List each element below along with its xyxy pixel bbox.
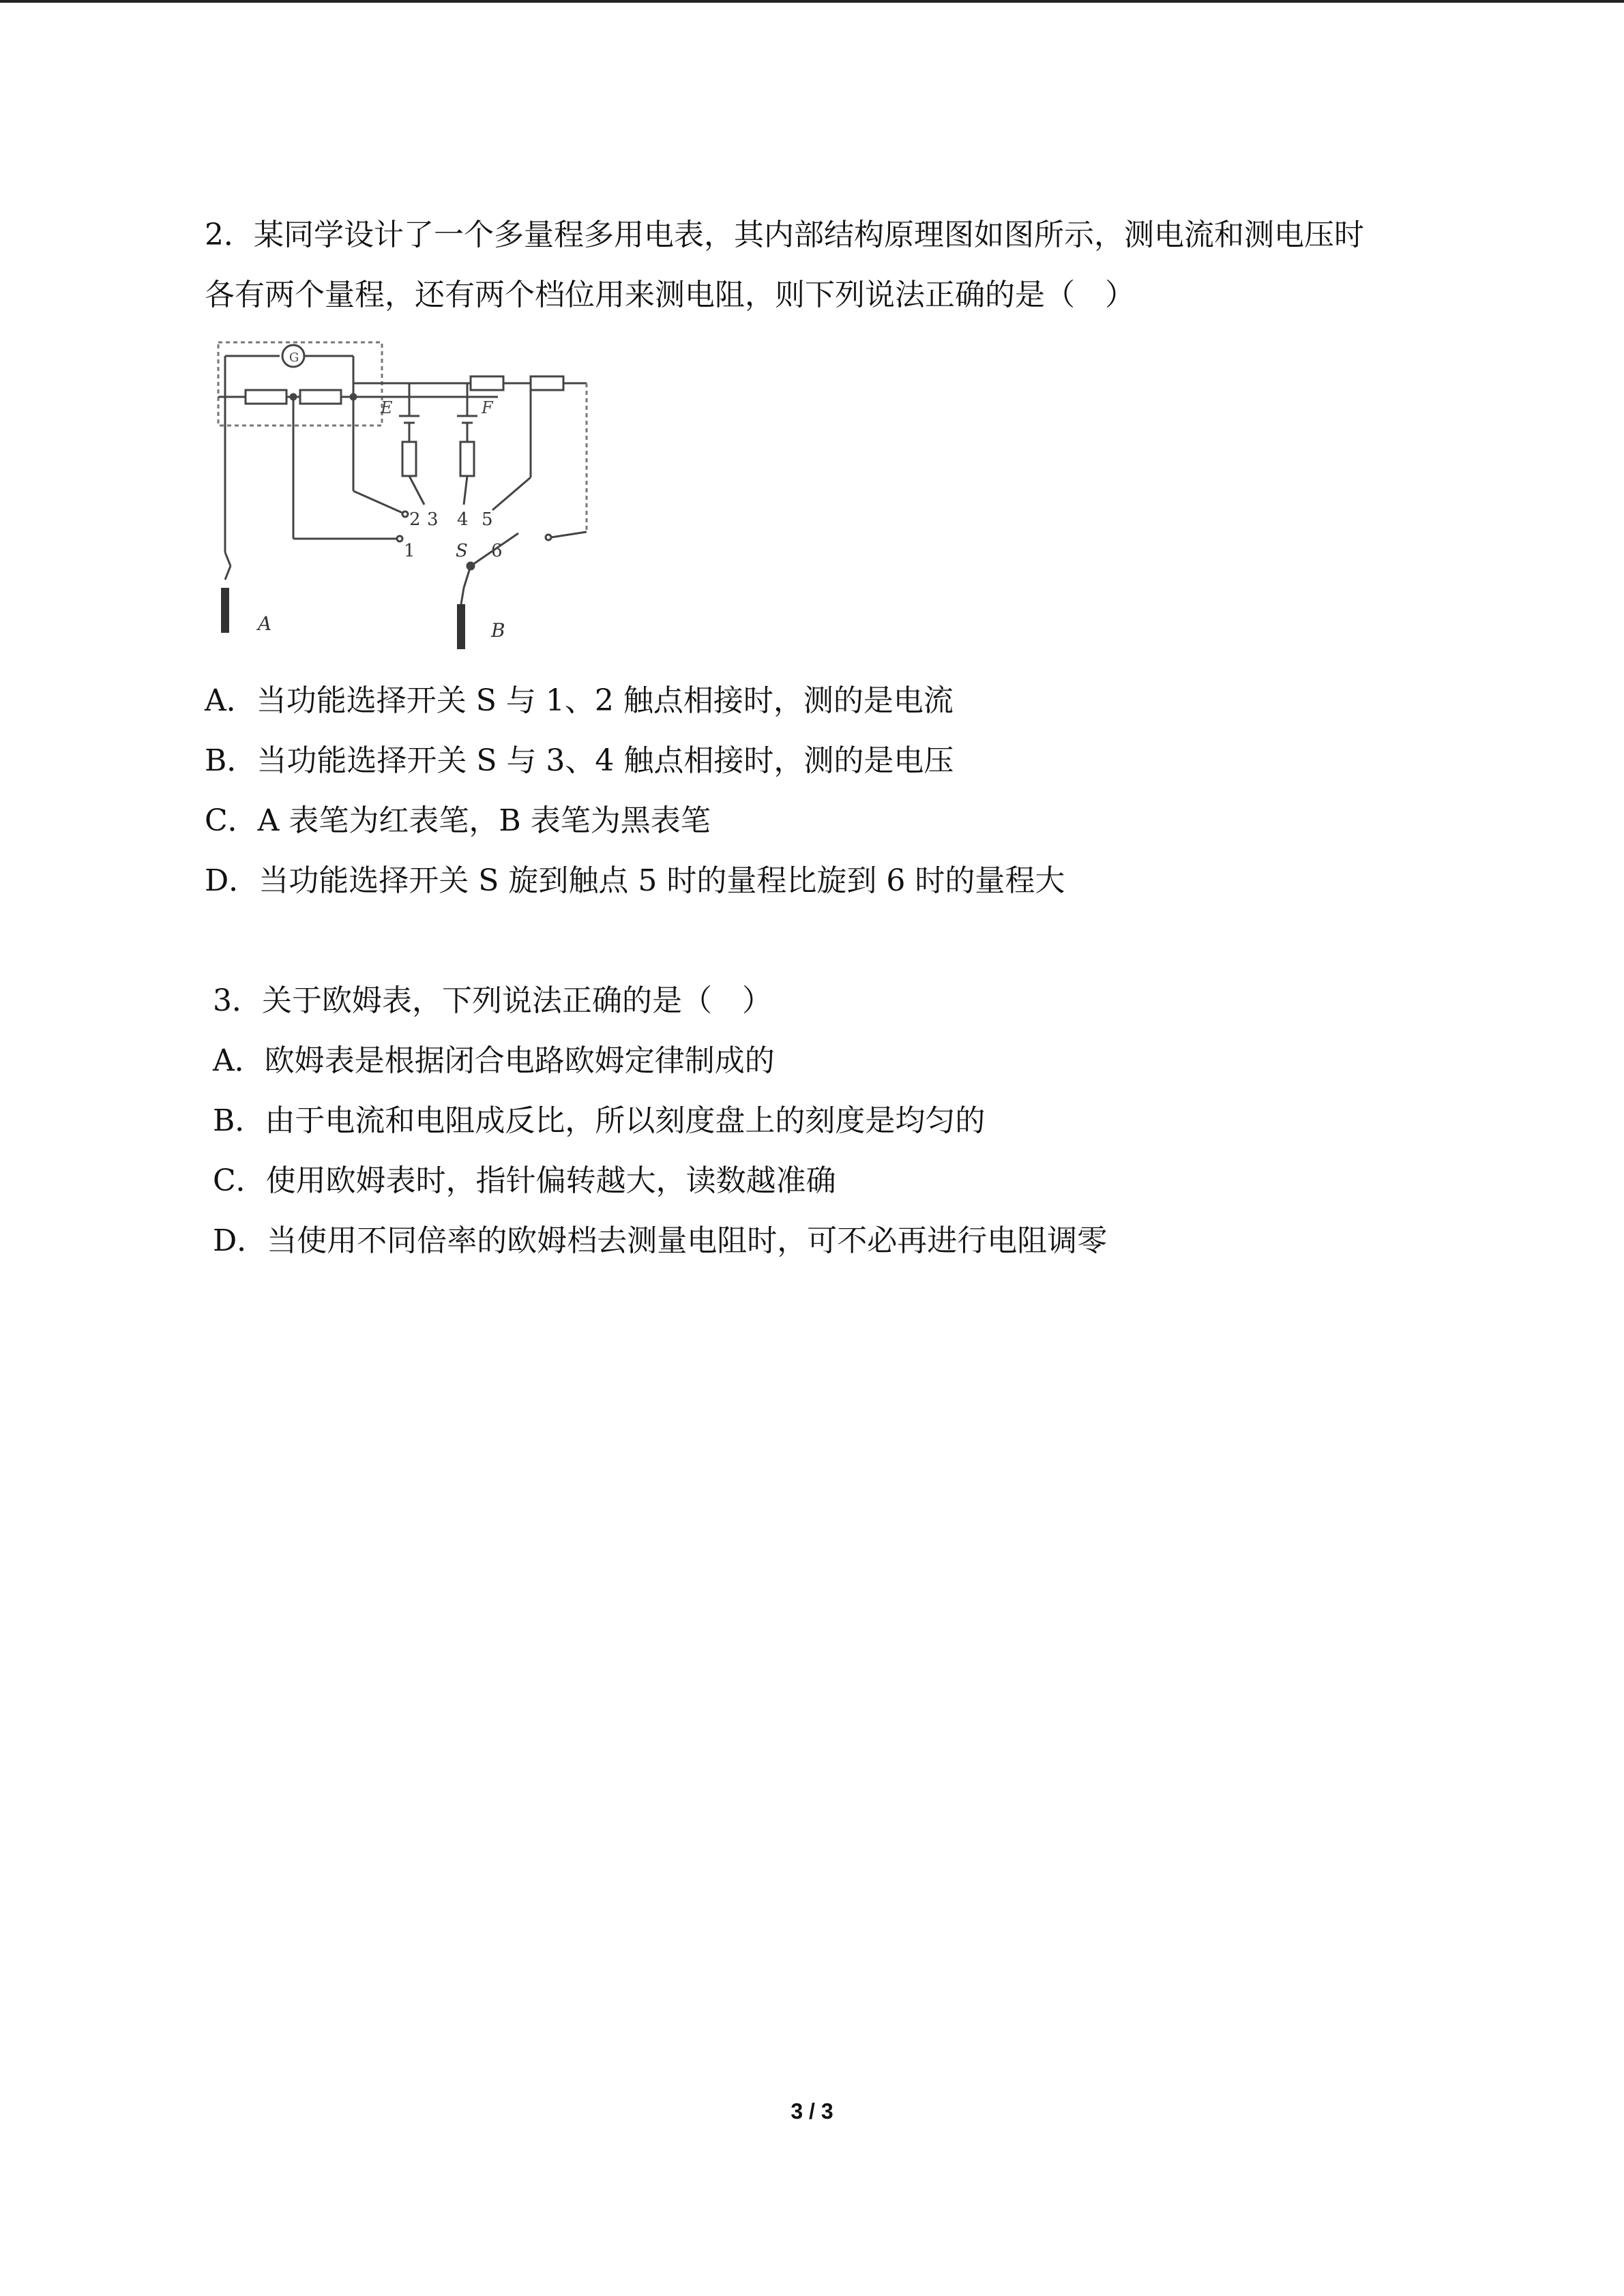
question-2-stem-line-1: 2．某同学设计了一个多量程多用电表，其内部结构原理图如图所示，测电流和测电压时 [205,218,1364,252]
question-2-option-d: D．当功能选择开关 S 旋到触点 5 时的量程比旋到 6 时的量程大 [205,863,1065,898]
page-number: 3 / 3 [791,2099,833,2123]
probe-a-symbol [221,588,229,633]
label-node-e: E [381,398,393,417]
label-contact-5: 5 [482,509,493,530]
shunt-resistor-2 [300,390,341,404]
label-contact-1: 1 [404,541,415,561]
label-contact-2: 2 [409,509,421,530]
question-3-option-c: C．使用欧姆表时，指针偏转越大，读数越准确 [213,1163,836,1198]
label-probe-a: A [258,612,272,635]
label-contact-4: 4 [457,509,469,530]
rheostat-f [460,442,474,476]
multimeter-circuit-diagram [205,334,600,655]
shunt-resistor-1 [246,390,286,404]
top-border-line [0,0,1624,3]
probe-b-symbol [457,604,465,649]
question-2-stem-line-2: 各有两个量程，还有两个档位用来测电阻，则下列说法正确的是（ ） [205,278,1135,312]
series-resistor-2 [531,376,563,390]
svg-text:G: G [289,351,299,365]
question-3-option-a: A．欧姆表是根据闭合电路欧姆定律制成的 [213,1043,775,1078]
question-2-option-b: B．当功能选择开关 S 与 3、4 触点相接时，测的是电压 [205,743,954,778]
series-resistor-1 [471,376,503,390]
question-2-option-a: A．当功能选择开关 S 与 1、2 触点相接时，测的是电流 [205,683,954,718]
label-node-f: F [482,398,493,417]
question-2-option-c: C．A 表笔为红表笔，B 表笔为黑表笔 [205,803,711,838]
rheostat-e [402,442,416,476]
label-probe-b: B [491,619,505,642]
label-contact-3: 3 [427,509,439,530]
label-contact-6: 6 [491,541,503,561]
question-3-option-b: B．由于电流和电阻成反比，所以刻度盘上的刻度是均匀的 [213,1103,986,1138]
question-3-stem: 3．关于欧姆表，下列说法正确的是（ ） [213,983,772,1018]
label-switch-s: S [456,541,468,561]
question-3-option-d: D．当使用不同倍率的欧姆档去测量电阻时，可不必再进行电阻调零 [213,1223,1108,1258]
